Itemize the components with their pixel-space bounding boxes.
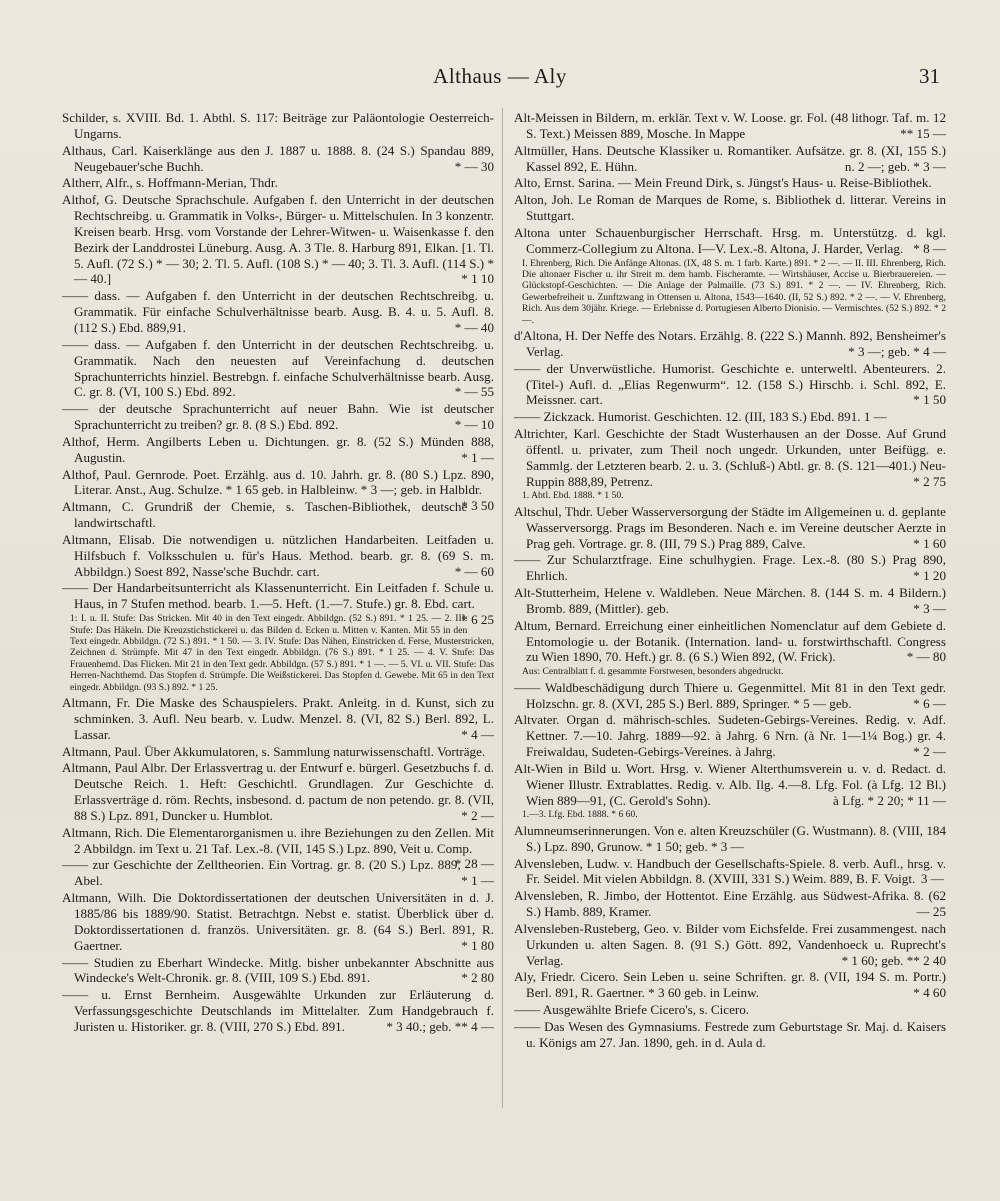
catalog-entry — [62, 890, 494, 953]
entry-text: Altmann, Rich. Die Elementarorganismen u. ihre Beziehungen zu den Zellen. Mit 2 Abbildgn. im Text u. 21 Taf. Lex.-8. (VII, 145 S.) Lpz. 890, Veit u. Comp. — [62, 824, 494, 856]
entry-text: —— Der Handarbeitsunterricht als Klassenunterricht. Ein Leitfaden f. Schule u. Haus, in 7 Stufen method. bearb. 1.—5. Heft. (1.—7. Stufe.) gr. 8. Ebd. cart. — [62, 580, 494, 612]
catalog-entry — [514, 712, 946, 760]
catalog-entry — [62, 987, 494, 1035]
catalog-entry — [514, 823, 946, 855]
entry-text: d'Altona, H. Der Neffe des Notars. Erzählg. 8. (222 S.) Mannh. 892, Bensheimer's Verlag. — [514, 328, 946, 359]
entry-text: Alumneumserinnerungen. Von e. alten Kreuzschüler (G. Wustmann). 8. (VIII, 184 S.) Lpz. 890, Grunow. * 1 50; geb. * 3 — — [514, 822, 946, 854]
entry-text: —— Zickzack. Humorist. Geschichten. 12. (III, 183 S.) Ebd. 891. 1 — — [514, 409, 887, 425]
entry-price: * 3 50 — [461, 498, 494, 514]
entry-price: * 2 — — [913, 744, 946, 760]
catalog-entry — [62, 857, 494, 889]
entry-price: * — 60 — [454, 563, 494, 579]
entry-text: Alvensleben-Rusteberg, Geo. v. Bilder vom Eichsfelde. Frei zusammengest. nach Urkunden u. alten Sagen. 8. (91 S.) Gött. 892, Vandenhoeck u. Ruprecht's Verlag. — [514, 920, 946, 968]
column-divider — [502, 108, 503, 1108]
catalog-entry — [514, 921, 946, 969]
entry-text: Alt-Stutterheim, Helene v. Waldleben. Neue Märchen. 8. (144 S. m. 4 Bildern.) Bromb. 889, (Mittler). geb. — [514, 585, 946, 616]
entry-text: Altrichter, Karl. Geschichte der Stadt Wusterhausen an der Dosse. Auf Grund öffentl. u. privater, zum Theil noch ungedr. Urkunden, unter Beifügg. e. Sammlg. der Letzteren bearb. 2. u. 3. (Schluß-) Abtl. gr. 8. (S. 121—401.) Neu-Ruppin 888,89, Petrenz. — [514, 426, 946, 489]
entry-text: Altmann, Elisab. Die notwendigen u. nützlichen Handarbeiten. Leitfaden u. Hilfsbuch f. Volksschulen u. für's Haus. Method. bearb. gr. 8. (69 S. m. Abbildgn.) Soest 892, Nasse'sche Buchdr. cart. — [62, 531, 494, 579]
catalog-entry — [62, 580, 494, 628]
entry-price: * — 10 — [454, 417, 494, 433]
entry-price: * 4 60 — [913, 985, 946, 1001]
catalog-entry — [514, 192, 946, 224]
entry-text: —— Das Wesen des Gymnasiums. Festrede zum Geburtstage Sr. Maj. d. Kaisers u. Königs am 27. Jan. 1890, geh. in d. Aula d. — [514, 1019, 946, 1050]
entry-text: —— u. Ernst Bernheim. Ausgewählte Urkunden zur Erläuterung d. Verfassungsgeschichte Deutschlands im Mittelalter. Zum Handgebrauch f. Juristen u. Historiker. gr. 8. (VIII, 270 S.) Ebd. 891. — [62, 987, 494, 1034]
entry-price: * 2 75 — [913, 473, 946, 489]
entry-text: Althof, Herm. Angilberts Leben u. Dichtungen. gr. 8. (52 S.) Münden 888, Augustin. — [62, 433, 494, 465]
entry-text: Aus: Centralblatt f. d. gesammte Forstwesen, besonders abgedruckt. — [522, 666, 784, 678]
entry-text: Altmüller, Hans. Deutsche Klassiker u. Romantiker. Aufsätze. gr. 8. (XI, 155 S.) Kassel 892, E. Hühn. — [514, 142, 946, 174]
catalog-entry — [62, 695, 494, 743]
catalog-entry — [514, 680, 946, 712]
catalog-entry — [514, 361, 946, 409]
entry-text: Altschul, Thdr. Ueber Wasserversorgung der Städte im Allgemeinen u. d. geplante Wasserversorgg. Prags im Besonderen. Nach e. im Vereine deutscher Aerzte in Prag geh. Vortrage. gr. 8. (III, 79 S.) Prag 889, Calve. — [514, 503, 946, 551]
page-number: 31 — [919, 64, 940, 88]
entry-price: * 1 10 — [461, 271, 494, 287]
entry-text: Altmann, Paul. Über Akkumulatoren, s. Sammlung naturwissenschaftl. Vorträge. — [62, 743, 486, 759]
entry-price: * 8 — — [913, 240, 946, 256]
catalog-entry — [62, 466, 494, 514]
catalog-entry — [514, 585, 946, 617]
catalog-entry — [514, 504, 946, 552]
catalog-entry — [62, 499, 494, 531]
entry-text: Alt-Meissen in Bildern, m. erklär. Text v. W. Loose. gr. Fol. (48 lithogr. Taf. m. 12 S. Text.) Meissen 889, Mosche. In Mappe — [514, 110, 946, 141]
entry-price: * 1 — — [461, 449, 494, 465]
catalog-note — [514, 258, 946, 326]
entry-price: * 4 — — [461, 726, 494, 742]
entry-text: Schilder, s. XVIII. Bd. 1. Abthl. S. 117: Beiträge zur Paläontologie Oesterreich-Ungarns. — [62, 110, 494, 141]
catalog-entry — [514, 225, 946, 257]
entry-text: Altmann, Fr. Die Maske des Schauspielers. Prakt. Anleitg. in d. Kunst, sich zu schminken. 3. Aufl. Neu bearb. v. Ludw. Menzel. 8. (VI, 82 S.) Berl. 892, L. Lassar. — [62, 695, 494, 742]
catalog-entry — [62, 143, 494, 175]
entry-text: —— der deutsche Sprachunterricht auf neuer Bahn. Wie ist deutscher Sprachunterricht zu treiben? gr. 8. (8 S.) Ebd. 892. — [62, 401, 494, 433]
entry-text: Altherr, Alfr., s. Hoffmann-Merian, Thdr. — [62, 175, 278, 191]
running-title: Althaus — Aly — [433, 64, 567, 88]
catalog-entry — [514, 110, 946, 142]
catalog-note — [514, 666, 946, 677]
entry-text: —— dass. — Aufgaben f. den Unterricht in der deutschen Rechtschreibg. u. Grammatik. Nach den neuesten auf Vereinfachung d. deutschen Sprachunterrichts hinziel. Bestrebgn. f. einfache Schulverhältnisse bearb. Ausg. C. gr. 8. (VI, 100 S.) Ebd. 892. — [62, 336, 494, 400]
catalog-entry — [514, 761, 946, 809]
catalog-entry — [514, 175, 946, 191]
entry-price: * — 40 — [454, 319, 494, 335]
catalog-entry — [514, 143, 946, 175]
entry-price: * 3 40.; geb. ** 4 — — [386, 1018, 494, 1034]
entry-text: Alvensleben, R. Jimbo, der Hottentot. Eine Erzählg. aus Südwest-Afrika. 8. (62 S.) Hamb. 889, Kramer. — [514, 888, 946, 920]
entry-price: * 1 60 — [913, 535, 946, 551]
entry-price: * 6 — — [913, 695, 946, 711]
catalog-note — [514, 490, 946, 501]
entry-text: Althaus, Carl. Kaiserklänge aus den J. 1887 u. 1888. 8. (24 S.) Spandau 889, Neugebauer'sche Buchh. — [62, 142, 494, 174]
catalog-entry — [514, 409, 946, 425]
entry-text: Altmann, Paul Albr. Der Erlassvertrag u. der Entwurf e. bürgerl. Gesetzbuchs f. d. Deutsche Reich. 1. Heft: Geschichtl. Grundlagen. Zur Geschichte d. Erlassverträge d. röm. Rechts, insbesond. d. pactum de non petendo. gr. 8. (VII, 88 S.) Lpz. 891, Duncker u. Humblot. — [62, 760, 494, 823]
catalog-note — [514, 809, 946, 820]
entry-price: n. 2 —; geb. * 3 — — [844, 158, 946, 174]
entry-text: Altvater. Organ d. mährisch-schles. Sudeten-Gebirgs-Vereines. Redig. v. Adf. Kettner. 7.—10. Jahrg. 1889—92. à Jahrg. 6 Nrn. (à Nr. 1—1¼ Bog.) gr. 4. Freiwaldau, Sudeten-Gebirgs-Vereines. à Jahrg. — [514, 712, 946, 760]
entry-text: Alto, Ernst. Sarina. — Mein Freund Dirk, s. Jüngst's Haus- u. Reise-Bibliothek. — [514, 175, 932, 191]
catalog-entry — [514, 969, 946, 1001]
entry-price: * — 55 — [454, 384, 494, 400]
entry-text: Althof, Paul. Gernrode. Poet. Erzählg. aus d. 10. Jahrh. gr. 8. (80 S.) Lpz. 890, Literar. Anst., Aug. Schulze. * 1 65 geb. in Halbleinw. * 3 —; geb. in Halbldr. — [62, 466, 494, 498]
catalog-entry — [62, 192, 494, 287]
entry-price: * 1 60; geb. ** 2 40 — [841, 952, 946, 968]
entry-price: * 1 80 — [461, 937, 494, 953]
entry-price: * — 80 — [906, 649, 946, 665]
catalog-entry — [62, 824, 494, 872]
catalog-entry — [62, 760, 494, 823]
entry-text: Altmann, Wilh. Die Doktordissertationen der deutschen Universitäten in d. J. 1885/86 bis 1889/90. Statist. Betrachtgn. Nebst e. statist. Überblick über d. Doktordissertationen d. französ. Universitäten. gr. 8. (64 S.) Berl. 891, R. Gaertner. — [62, 890, 494, 953]
entry-text: —— Zur Schularztfrage. Eine schulhygien. Frage. Lex.-8. (80 S.) Prag 890, Ehrlich. — [514, 552, 946, 584]
page-header — [60, 64, 940, 96]
catalog-entry — [514, 888, 946, 920]
entry-text: 1. Abtl. Ebd. 1888. * 1 50. — [522, 490, 624, 502]
entry-price: * 3 —; geb. * 4 — — [848, 343, 946, 359]
catalog-entry — [62, 955, 494, 987]
catalog-entry — [514, 1002, 946, 1018]
catalog-note — [62, 613, 494, 693]
catalog-entry — [62, 337, 494, 400]
entry-text: Althof, G. Deutsche Sprachschule. Aufgaben f. den Unterricht in der deutschen Rechtschreibg. u. Grammatik in Volks-, Bürger- u. Mittelschulen. In 3 konzentr. Kreisen bearb. Hrsg. vom Vorstande der Lehrer-Witwen- u. Waisenkasse f. den Bezirk der Landdrostei Lüneburg. Ausg. A. 3 Tle. 8. Harburg 891, Elkan. [1. Tl. 5. Aufl. (72 S.) * — 30; 2. Tl. 5. Aufl. (108 S.) * — 40; 3. Tl. 3. Aufl. (114 S.) * — 40.] — [62, 192, 494, 287]
entry-text: 1.—3. Lfg. Ebd. 1888. * 6 60. — [522, 809, 638, 821]
entry-price: * — 30 — [454, 158, 494, 174]
entry-text: —— Ausgewählte Briefe Cicero's, s. Cicero. — [514, 1002, 750, 1018]
catalog-entry — [62, 744, 494, 760]
entry-price: à Lfg. * 2 20; * 11 — — [833, 792, 946, 808]
entry-text: —— der Unverwüstliche. Humorist. Geschichte e. unterweltl. Abenteurers. 2. (Titel-) Aufl. d. „Elias Regenwurm“. 12. (158 S.) Hirschb. i. Schl. 892, E. Meissner. cart. — [514, 360, 946, 408]
catalog-entry — [62, 288, 494, 336]
entry-price: * 2 — — [461, 807, 494, 823]
catalog-entry — [62, 110, 494, 142]
catalog-entry — [62, 401, 494, 433]
entry-text: 1: I. u. II. Stufe: Das Stricken. Mit 40 in den Text eingedr. Abbildgn. (52 S.) 891. * 1 25. — 2. III. Stufe: Das Häkeln. Die Kreuzstichstickerei u. das Bilden d. Ecken u. Mitten v. Kanten. Mit 55 in den Text eingedr. Abbildgn. (72 S.) 891. * 1 50. — 3. IV. Stufe: Das Nähen, Einstricken d. Ferse, Musterstricken, Zeichnen d. Strümpfe. Mit 47 in den Text eingedr. Abbildgn. (76 S.) 891. * 1 25. — 4. V. Stufe: Das Frauenhemd. Das Flicken. Mit 21 in den Text gedr. Abbildgn. (57 S.) 891. * 1 —. — 5. VI. u. VII. Stufe: Das Herren-Nachthemd. Das Stopfen d. Strümpfe. Die Weißstickerei. Das Stopfen d. Gewebe. Mit 65 in den Text eingedr. Abbildgn. (93 S.) 892. * 1 25. — [70, 613, 494, 693]
entry-text: —— Waldbeschädigung durch Thiere u. Gegenmittel. Mit 81 in den Text gedr. Holzschn. gr. 8. (XVI, 285 S.) Berl. 889, Springer. * 5 — geb. — [514, 679, 946, 711]
entry-text: I. Ehrenberg, Rich. Die Anfänge Altonas. (IX, 48 S. m. 1 farb. Karte.) 891. * 2 —. — II. III. Ehrenberg, Rich. Die altonaer Fischer u. ihr Streit m. dem hamb. Fischeramte. — Wirtshäuser, Accise u. Bierbrauereien. — Glückstopf-Geschichten. — Die Anlage der Palmaille. (73 S.) 891. * 2 —. — IV. Ehrenberg, Rich. Gewerbefreiheit u. Zunftzwang in Ottensen u. Altona, 1543—1640. (II, 52 S.) 892. * 2 —. — V. Ehrenberg, Rich. Aus dem 30jähr. Kriege. — Erlebnisse d. Portugiesen Alberto Dionisio. — Vermischtes. (52 S.) 892. * 2 —. — [522, 257, 946, 326]
entry-price: ** 15 — — [900, 125, 946, 141]
catalog-entry — [62, 175, 494, 191]
right-column — [514, 110, 946, 1170]
entry-price: * 1 — — [461, 873, 494, 889]
catalog-entry — [514, 856, 946, 888]
catalog-entry — [514, 1019, 946, 1051]
entry-text: Alvensleben, Ludw. v. Handbuch der Gesellschafts-Spiele. 8. verb. Aufl., hrsg. v. Fr. Seidel. Mit vielen Abbildgn. 8. (XVIII, 331 S.) Weim. 889, B. F. Voigt. — [514, 855, 946, 887]
entry-text: Alton, Joh. Le Roman de Marques de Rome, s. Bibliothek d. litterar. Vereins in Stuttgart. — [514, 192, 946, 224]
catalog-entry — [514, 618, 946, 666]
entry-text: Aly, Friedr. Cicero. Sein Leben u. seine Schriften. gr. 8. (VII, 194 S. m. Portr.) Berl. 891, R. Gaertner. * 3 60 geb. in Leinw. — [514, 969, 946, 1001]
entry-price: * 2 80 — [461, 970, 494, 986]
entry-text: —— Studien zu Eberhart Windecke. Mitlg. bisher unbekannter Abschnitte aus Windecke's Welt-Chronik. gr. 8. (VIII, 109 S.) Ebd. 891. — [62, 954, 494, 986]
catalog-entry — [514, 426, 946, 489]
left-column — [62, 110, 494, 1170]
catalog-entry — [62, 532, 494, 580]
entry-text: Altum, Bernard. Erreichung einer einheitlichen Nomenclatur auf dem Gebiete d. Entomologie u. der Botanik. (Internation. land- u. forstwirthschaftl. Congress zu Wien 1890, 70. Heft.) gr. 8. (6 S.) Wien 892, (W. Frick). — [514, 617, 946, 665]
entry-text: Altmann, C. Grundriß der Chemie, s. Taschen-Bibliothek, deutsche landwirtschaftl. — [62, 499, 468, 531]
entry-price: * 6 25 — [461, 612, 494, 628]
entry-text: —— zur Geschichte der Zelltheorien. Ein Vortrag. gr. 8. (20 S.) Lpz. 889, Abel. — [62, 857, 461, 889]
catalog-entry — [514, 552, 946, 584]
catalog-entry — [514, 328, 946, 360]
entry-price: * 1 20 — [913, 568, 946, 584]
entry-price: * 1 50 — [913, 392, 946, 408]
entry-text: Altona unter Schauenburgischer Herrschaft. Hrsg. m. Unterstützg. d. kgl. Commerz-Collegium zu Altona. I—V. Lex.-8. Altona, J. Harder, Verlag. — [514, 224, 946, 256]
entry-price: 3 — — [920, 871, 944, 887]
catalog-entry — [62, 434, 494, 466]
entry-text: —— dass. — Aufgaben f. den Unterricht in der deutschen Rechtschreibg. u. Grammatik. Für einfache Schulverhältnisse bearb. Ausg. B. 4. u. 5. Aufl. 8. (112 S.) Ebd. 889,91. — [62, 288, 494, 335]
entry-price: * 3 — — [913, 600, 946, 616]
entry-price: * 28 — — [454, 856, 494, 872]
entry-price: — 25 — [916, 904, 946, 920]
entry-text: Alt-Wien in Bild u. Wort. Hrsg. v. Wiener Alterthumsverein u. v. d. Redact. d. Wiener Illustr. Extrablattes. Redig. v. Alb. Ilg. 4.—8. Lfg. Fol. (à Lfg. 12 Bl.) Wien 889—91, (C. Gerold's Sohn). — [514, 760, 946, 808]
